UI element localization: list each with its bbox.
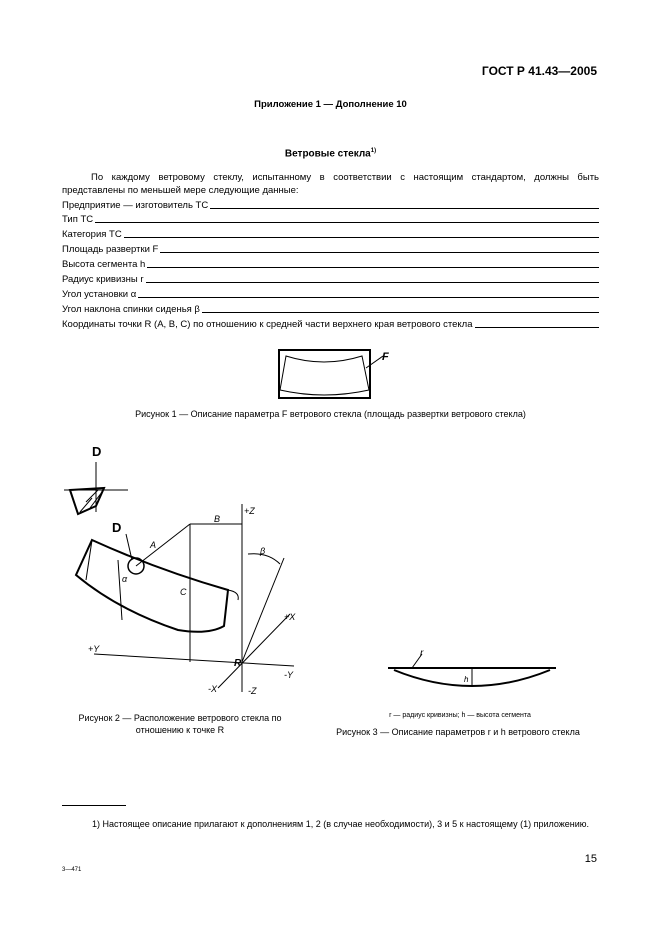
field-seat-back-angle bbox=[62, 302, 599, 315]
figure-2-caption bbox=[62, 712, 298, 736]
fig2-label-beta: β bbox=[260, 546, 266, 556]
field-label: Площадь развертки F bbox=[62, 244, 159, 255]
field-vehicle-type bbox=[62, 212, 599, 225]
field-r-point-coordinates bbox=[62, 317, 599, 330]
fig2-label-plus-x: +X bbox=[284, 612, 296, 622]
section-title-text: Ветровые стекла bbox=[284, 148, 371, 160]
fig2-windshield-edge bbox=[228, 590, 238, 600]
fig3-label-r: r bbox=[420, 648, 424, 659]
field-label: Координаты точки R (A, B, C) по отношению к средней части верхнего края ветрового стекла bbox=[62, 319, 473, 330]
footnote-ref: 1) bbox=[370, 148, 377, 154]
fig2-label-d-top: D bbox=[92, 444, 102, 459]
fig2-label-b: B bbox=[214, 514, 221, 524]
fill-line bbox=[210, 199, 599, 209]
fig2-label-plus-y: +Y bbox=[88, 644, 100, 654]
field-label: Предприятие — изготовитель ТС bbox=[62, 200, 209, 211]
figure-3-diagram bbox=[378, 646, 568, 696]
fig2-label-plus-z: +Z bbox=[244, 506, 255, 516]
fig2-label-r: R bbox=[234, 658, 242, 669]
field-segment-height bbox=[62, 257, 599, 270]
fill-line bbox=[160, 243, 599, 253]
section-title bbox=[0, 148, 661, 159]
fill-line bbox=[138, 288, 599, 298]
figure-1-caption: Рисунок 1 — Описание параметра F ветрового стекла (площадь развертки ветрового стекла) bbox=[135, 409, 526, 419]
standard-header: ГОСТ Р 41.43—2005 bbox=[481, 64, 597, 78]
fig2-x-axis bbox=[218, 614, 290, 688]
fig2-label-minus-y: -Y bbox=[284, 670, 293, 680]
fig2-label-c: C bbox=[180, 587, 187, 597]
fig2-label-minus-x: -X bbox=[208, 684, 217, 694]
fig2-label-alpha: α bbox=[122, 574, 128, 584]
fig2-caption-line1: Рисунок 2 — Расположение ветрового стекла по bbox=[78, 713, 282, 723]
field-label: Угол установки α bbox=[62, 289, 137, 300]
fig3-label-h: h bbox=[464, 675, 469, 684]
fig2-a-line bbox=[136, 524, 190, 566]
fill-line bbox=[95, 213, 599, 223]
field-vehicle-category bbox=[62, 227, 599, 240]
field-label: Высота сегмента h bbox=[62, 259, 146, 270]
figure-3-legend: r — радиус кривизны; h — высота сегмента bbox=[389, 712, 531, 719]
fill-line bbox=[147, 258, 599, 268]
field-label: Тип ТС bbox=[62, 214, 94, 225]
fig1-label-f: F bbox=[382, 351, 389, 363]
footnote-rule bbox=[62, 805, 126, 806]
fig1-leader bbox=[366, 356, 383, 368]
field-label: Угол наклона спинки сиденья β bbox=[62, 304, 200, 315]
figure-2-diagram bbox=[58, 440, 308, 702]
field-installation-angle bbox=[62, 287, 599, 300]
fig2-alpha-line bbox=[118, 560, 122, 620]
figure-3-caption: Рисунок 3 — Описание параметров r и h ветрового стекла bbox=[336, 727, 580, 737]
print-code: 3—471 bbox=[62, 867, 82, 873]
fig2-label-a: A bbox=[150, 540, 157, 550]
footnote: 1) Настоящее описание прилагают к дополнениям 1, 2 (в случае необходимости), 3 и 5 к настоящему (1) приложению. bbox=[92, 819, 590, 829]
fig2-label-minus-z: -Z bbox=[248, 686, 257, 696]
fig2-y-axis bbox=[94, 654, 294, 666]
fill-line bbox=[202, 303, 599, 313]
fill-line bbox=[124, 228, 599, 238]
field-curvature-radius bbox=[62, 272, 599, 285]
figure-1-diagram bbox=[270, 346, 400, 404]
field-label: Категория ТС bbox=[62, 229, 122, 240]
fig2-label-d-mid: D bbox=[112, 520, 122, 535]
page-number: 15 bbox=[584, 853, 597, 865]
field-label: Радиус кривизны r bbox=[62, 274, 144, 285]
fill-line bbox=[475, 318, 600, 328]
intro-paragraph: По каждому ветровому стеклу, испытанному в соответствии с настоящим стандартом, должны быть представлены по меньшей мере следующие данные: bbox=[62, 172, 599, 196]
annex-title: Приложение 1 — Дополнение 10 bbox=[254, 99, 407, 110]
field-manufacturer bbox=[62, 198, 599, 211]
fig2-caption-line2: отношению к точке R bbox=[135, 725, 225, 735]
fig1-windshield bbox=[280, 356, 369, 395]
fill-line bbox=[146, 273, 599, 283]
field-developed-area bbox=[62, 242, 599, 255]
fig2-seat-back-line bbox=[242, 558, 284, 662]
